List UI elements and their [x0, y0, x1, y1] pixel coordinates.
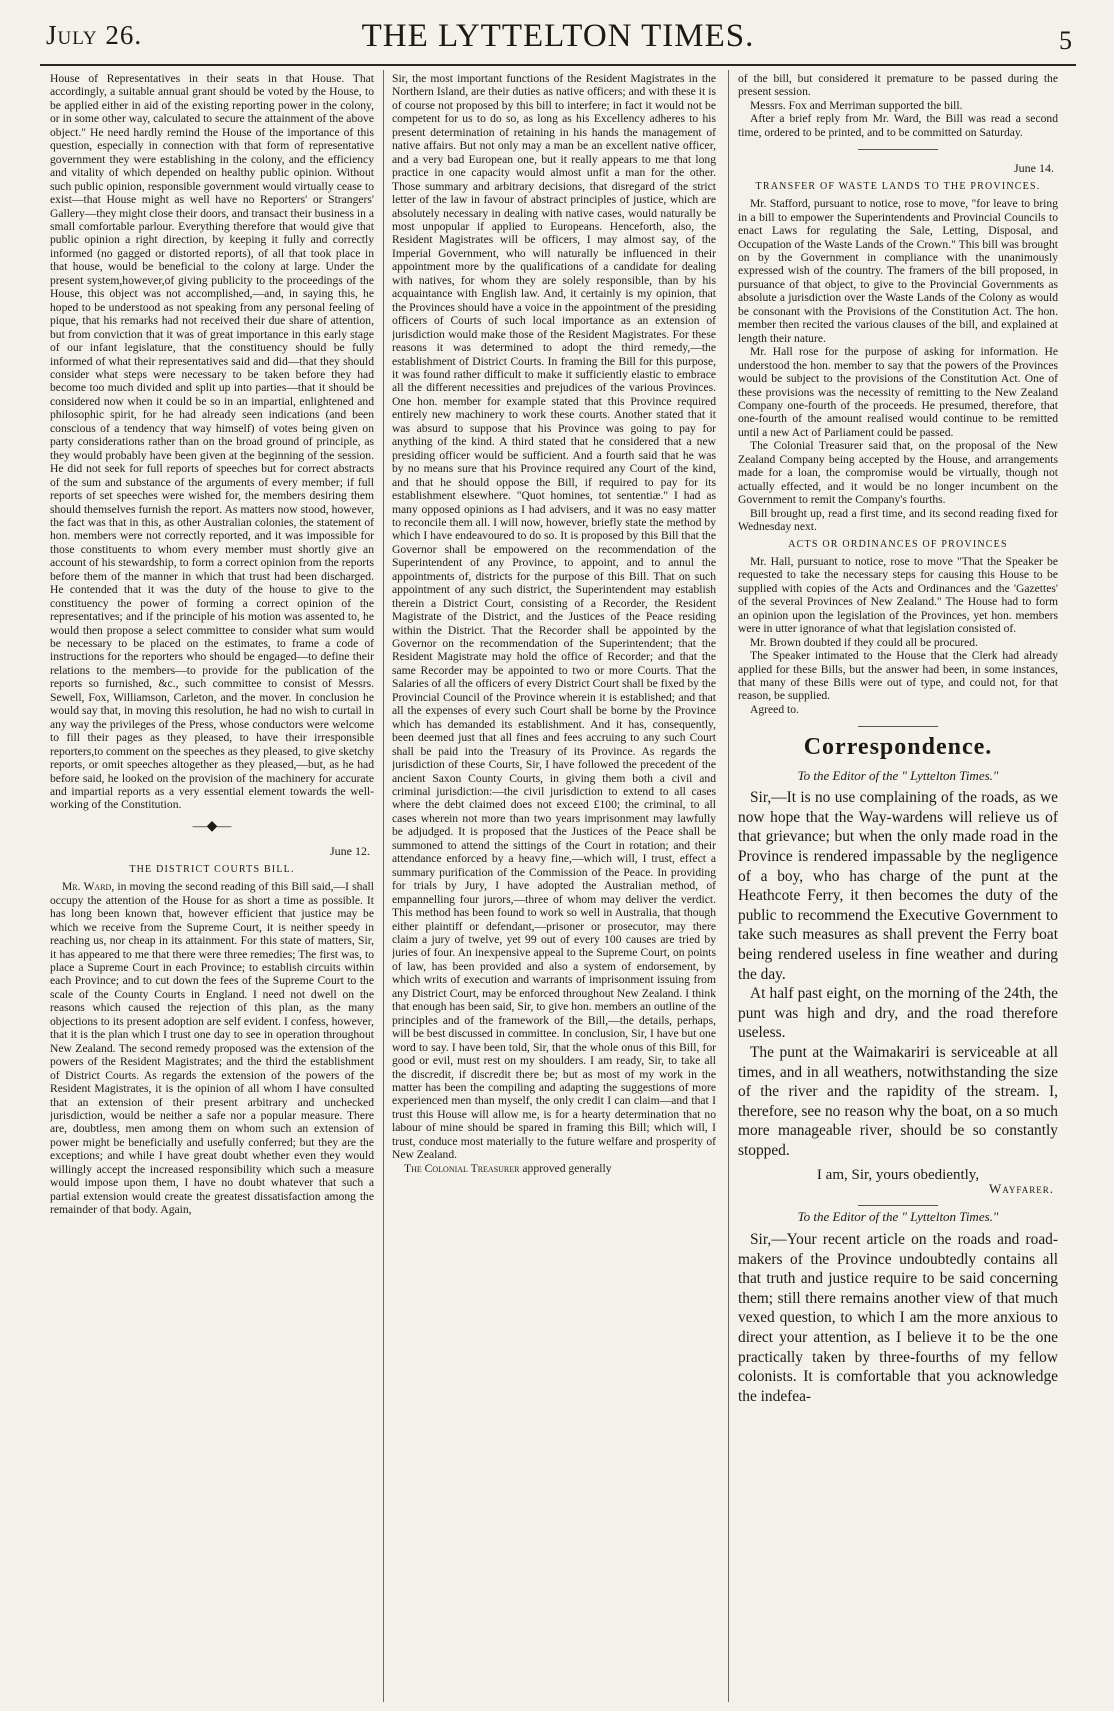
paragraph: The Speaker intimated to the House that the Clerk had already applied for these Bills, but the answer had been, in some instances, that many of these Bills were out of type, and could not, for that reason, be supplied. [738, 649, 1058, 703]
section-rule [858, 149, 938, 150]
section-date: June 14. [1014, 161, 1054, 176]
letter-signature: Wayfarer. [988, 1181, 1054, 1197]
column-divider-1 [383, 70, 384, 1702]
newspaper-title: THE LYTTELTON TIMES. [361, 18, 755, 54]
paragraph: Mr. Hall, pursuant to notice, rose to move "That the Speaker be requested to take the necessary steps for causing this House to be supplied with copies of the Acts and Ordinances and the 'Gazettes' of the several Provinces of New Zealand." The House had to form an opinion upon the legislation of the Provinces, yet hon. members were in utter ignorance of what that legislation consisted of. [738, 554, 1058, 636]
page-number: 5 [1059, 26, 1072, 55]
paragraph: After a brief reply from Mr. Ward, the Bill was read a second time, ordered to be printed, and to be committed on Saturday. [738, 112, 1058, 139]
column-2 [392, 72, 716, 1702]
correspondence-heading: Correspondence. [803, 734, 993, 761]
paragraph: At half past eight, on the morning of the 24th, the punt was high and dry, and the road therefore useless. [738, 985, 1058, 1042]
letter-address: To the Editor of the " Lyttelton Times." [797, 1209, 999, 1225]
section-heading: ACTS OR ORDINANCES OF PROVINCES [788, 538, 1008, 550]
section-date: June 12. [330, 844, 370, 859]
paragraph: Mr. Hall rose for the purpose of asking for information. He understood the hon. member to say that the powers of the Provinces would be subject to the provisions of the Constitution Act. One of these provisions was the necessity of remitting to the New Zealand Company one-fourth of the proceeds. He presumed, therefore, that one-fourth of the amount realised would continue to be remitted until a new Act of Parliament could be passed. [738, 345, 1058, 439]
paragraph: Sir,—It is no use complaining of the roads, as we now hope that the Way-wardens will relieve us of that grievance; but when the only made road in the Province is rendered impassable by the negligence of a boy, who has charge of the punt at the Heathcote Ferry, it then becomes the duty of the public to recommend the Executive Government to take such measures as shall prevent the Ferry boat being rendered useless in fine weather and during the day. [738, 789, 1058, 983]
header-rule [40, 64, 1076, 66]
page-header [40, 0, 1076, 62]
letter-body [738, 788, 1058, 1160]
section-ornament: —◆— [192, 818, 232, 834]
paragraph: The punt at the Waimakariri is serviceable at all times, and in all weathers, notwithstanding the size of the river and the rapidity of the stream. I, therefore, see no reason why the boat, on a so much more manageable river, should be so constantly stopped. [738, 1044, 1058, 1159]
letter-body [738, 1230, 1058, 1406]
paragraph: of the bill, but considered it premature to be passed during the present session. [738, 72, 1058, 99]
section-rule [858, 726, 938, 727]
paragraph: Bill brought up, read a first time, and its second reading fixed for Wednesday next. [738, 506, 1058, 534]
paragraph-text: , in moving the second reading of this Bill said,—I shall occupy the attention of the House for as short a time as possible. It has long been known that, however efficient that justice may be which we receive from the Supreme Court, it is neither speedy in reaching us, nor cheap in its attainment. For this state of matters, Sir, it has appeared to me that there were three remedies; The first was, to place a Supreme Court in each Province; to establish circuits within each Province; and to cut down the fees of the Supreme Court to the scale of the County Courts in England. I need not dwell on the reasons which caused the rejection of this plan, as the many objections to its present adoption are self evident. I confess, however, that it is the plan which I trust one day to see in operation throughout New Zealand. The second remedy proposed was the extension of the powers of the Resident Magistrates; and the third the establishment of District Courts. As regards the extension of the powers of the Resident Magistrates, it is the opinion of all whom I have consulted that an extension of their present arbitrary and unchecked jurisdiction, would be neither a safe nor a popular measure. There are, doubtless, men among them on whom such an extension of power might be beneficially and usefully conferred; but they are the exceptions; and while I have great doubt whether even they would willingly accept the increased responsibility which such a measure would impose upon them, I have no doubt whatever that such a partial extension would create the greatest dissatisfaction among the remainder of that body. Again, [50, 880, 374, 1217]
paragraph: The Colonial Treasurer said that, on the proposal of the New Zealand Company being accepted by the House, and arrangements made for a loan, the compromise would be virtually, though not actually effected, and it would be no longer incumbent on the Government to remit the Company's fourths. [738, 439, 1058, 507]
paragraph: Mr. Stafford, pursuant to notice, rose to move, "for leave to bring in a bill to empower the Superintendents and Provincial Councils to enact Laws for regulating the Sale, Letting, Disposal, and Occupation of the Waste Lands of the Crown." This bill was brought on by the Government in compliance with the unanimously expressed wish of the country. The framers of the bill proposed, in pursuance of that object, to give to the Provincial Governments as absolute a jurisdiction over the Waste Lands of the Colony as would be consonant with the Provisions of the Constitution Act. The hon. member then recited the various clauses of the bill, and explained at length their nature. [738, 197, 1058, 345]
section-rule [858, 1205, 938, 1206]
column-divider-2 [728, 70, 729, 1702]
letter-closing: I am, Sir, yours obediently, [816, 1166, 980, 1183]
paragraph: Sir,—Your recent article on the roads and road-makers of the Province undoubtedly contains all that truth and justice require to be said concerning them; still there remains another view of that much vexed question, to which I am the more anxious to direct your attention, as I believe it to be the one practically taken by three-fourths of my fellow colonists. It is comfortable that you acknowledge the indefea- [738, 1230, 1058, 1405]
speaker-name: Mr. Ward [62, 880, 112, 894]
speaker-name: The Colonial Treasurer [404, 1161, 520, 1175]
paragraph [392, 1162, 716, 1175]
paragraph [50, 880, 374, 1216]
paragraph: Messrs. Fox and Merriman supported the bill. [750, 98, 963, 112]
paragraph: House of Representatives in their seats in that House. That accordingly, a suitable annual grant should be voted by the House, to be applied either in aid of the existing reporting power in the colony, or in some other way, calculated to secure the attainment of the above object." He need hardly remind the House of the importance of this question, especially in connection with that form of representative government they were establishing in the colony, and the efficiency and vitality of which depended on healthy public opinion. Without such public opinion, responsible government would virtually cease to exist—that House might as well have no Reporters' or Strangers' Gallery—they might close their doors, and transact their business in a small comfortable parlour. Everything therefore that would give that public opinion a right direction, by keeping it fully and correctly informed (no gagged or distorted reports), of all that took place in that house, would be beneficial to the colony at large. Under the present system,however,of giving publicity to the proceedings of the House, this object was not accomplished,—and, in saying this, he hoped to be understood as not speaking from any personal feeling of pique, that his remarks had not received their due share of attention, but from conviction that it was of great importance in this early stage of our infant legislature, that the constituency should be fully informed of what their representatives said and did—that they should consider what steps were necessary to be taken before they had become too much divided and split up into parties—that it should be considered now when it could be so in an impartial, enlightened and philosophic spirit, for he had already seen indications (and been conscious of a tendency that way himself) of votes being given on party considerations rather than on the broad ground of principle, as they would probably have been given at the beginning of the session. He did not seek for full reports of speeches but for correct abstracts of the sum and substance of the arguments of every member; if full reports of set speeches were wished for, the members desiring them should themselves furnish the report. As matters now stood, however, the fact was that in this, as other Australian colonies, the statement of hon. members were not correctly reported, and it was impossible for those constituents to whom every member must shortly give an account of his stewardship, to form a correct opinion from the reports before them of the manner in which that trust had been discharged. He contended that it was the duty of the house to give to the constituency the power of forming a correct opinion of the representatives; and if the principle of his motion was assented to, he would then propose a select committee to consider what sum would be necessary to be placed on the estimates, to frame a code of instructions for the reporters who should be engaged—to define their relations to the members—to provide for the publication of the reports so furnished, &c., such committee to consist of Messrs. Sewell, Fox, Williamson, Carleton, and the mover. In conclusion he would say that, in moving this resolution, he had no wish to curtail in any way the privileges of the Press, whose conductors were welcome to fill their pages as they pleased, to have their irresponsible reporters,to comment on the speeches as they pleased, to give sketchy reports, or omit speeches altogether as they pleased,—but, as he had before said, he looked on the provision of the machinery for accurate and impartial reports as a very essential element towards the well-working of the Constitution. [50, 72, 374, 812]
paragraph: Mr. Brown doubted if they could all be procured. [750, 635, 978, 649]
column-1 [50, 72, 374, 1702]
paragraph-text: approved generally [519, 1161, 612, 1175]
paragraph: Sir, the most important functions of the Resident Magistrates in the Northern Island, are their duties as native officers; and with these it is of course not proposed by this bill to interfere; in fact it would not be competent for us to do so, as long as his Excellency adheres to his present determination of retaining in his hands the management of native affairs. But not only may a man be an excellent native officer, and a very bad European one, but it really appears to me that long practice in one capacity would almost unfit a man for the other. Those summary and arbitrary decisions, that disregard of the strict letter of the law in favour of abstract principles of justice, which are absolutely necessary in dealing with native cases, would naturally be most unpopular if applied to Europeans. Henceforth, also, the Resident Magistrates will be officers, I may almost say, of the Imperial Government, who will naturally be influenced in their appointment more by the qualifications of a candidate for dealing with natives, for whom they are solely responsible, than by his acquaintance with English law. And, it certainly is my opinion, that the Provinces should have a voice in the appointment of the presiding officers of Courts of such local importance as an extension of jurisdiction would make those of the Resident Magistrates. For these reasons it was determined to adopt the third remedy,—the establishment of District Courts. In framing the Bill for this purpose, it was found rather difficult to make it sufficiently elastic to embrace all the different necessities and prejudices of the various Provinces. One hon. member for example stated that this Province required entirely new machinery to work these courts. Another stated that it was absurd to suppose that his Province was going to pay for anything of the kind. A third stated that he considered that a new presiding officer would be sufficient. And a fourth said that he was by no means sure that his Province required any Court of the kind, and that he should oppose the Bill, if required to pay for its establishment elsewhere. "Quot homines, tot sententiæ." I had as many opposed opinions as I had advisers, and it was no easy matter to reconcile them all. I will now, however, briefly state the method by which I have endeavoured to do so. It is proposed by this Bill that the Governor shall be empowered on the recommendation of the Superintendent of any Province, to appoint, and to annul the appointments of, districts for the purpose of this Bill. That on such appointment of any such district, the Superintendent may establish therein a District Court, consisting of a Recorder, the Resident Magistrate of the District, and the Justices of the Peace residing within the District. That the Recorder shall be appointed by the Governor on the recommendation of the Superintendent; that the Resident Magistrate may hold the office of Recorder; and that the same Recorder may be appointed to two or more Courts. That the Salaries of all the officers of every District Court shall be fixed by the Provincial Council of the Province wherein it is established; and that all the expenses of every such Court shall be borne by the Province which has demanded its establishment. And it has, consequently, been deemed just that all fines and fees accruing to any such Court shall be paid into the Treasury of its Province. As regards the jurisdiction of these Courts, Sir, I have followed the precedent of the ancient Saxon County Courts, in giving them both a civil and criminal jurisdiction:—the civil jurisdiction to extend to all cases where the debt claimed does not exceed £100; the criminal, to all cases wherein not more than two years imprisonment may lawfully be adjudged. It is proposed that the Justices of the Peace shall be summoned to attend the sittings of the Court in rotation; and their attendance enforced by a heavy fine,—which will, I trust, effect a summary purification of the Commission of the Peace. In providing for trials by Jury, I have adopted the Australian method, of empannelling four jurors,—three of whom may deliver the verdict. This method has been found to work so well in Australia, that though either plaintiff or defendant,—prisoner or prosecutor, may there claim a jury of twelve, yet 99 out of every 100 causes are tried by juries of four. An inexpensive appeal to the Supreme Court, on points of law, has been provided and also a system of endorsement, by which writs of execution and warrants of imprisonment issuing from any District Court, may be enforced throughout New Zealand. I think that enough has been said, Sir, to give hon. members an outline of the principles and of the framework of the Bill,—the details, perhaps, will be best discussed in committee. In conclusion, Sir, I have but one word to say. I have been told, Sir, that the whole onus of this Bill, for good or evil, must rest on my shoulders. I am ready, Sir, to take all the discredit, if discredit there be; but as most of my work in the matter has been the compiling and adapting the suggestions of more experienced men than myself, the only credit I can claim—and that I trust this House will allow me, is for a hearty determination that no labour of mine should be spared in framing this Bill; which will, I trust, conduce most materially to the future welfare and prosperity of New Zealand. [392, 72, 716, 1162]
section-heading: TRANSFER OF WASTE LANDS TO THE PROVINCES. [755, 180, 1041, 192]
paragraph: Agreed to. [750, 702, 799, 716]
letter-address: To the Editor of the " Lyttelton Times." [797, 767, 999, 783]
column-3 [738, 72, 1058, 1702]
section-heading: THE DISTRICT COURTS BILL. [129, 863, 295, 875]
issue-date: July 26. [46, 20, 143, 50]
